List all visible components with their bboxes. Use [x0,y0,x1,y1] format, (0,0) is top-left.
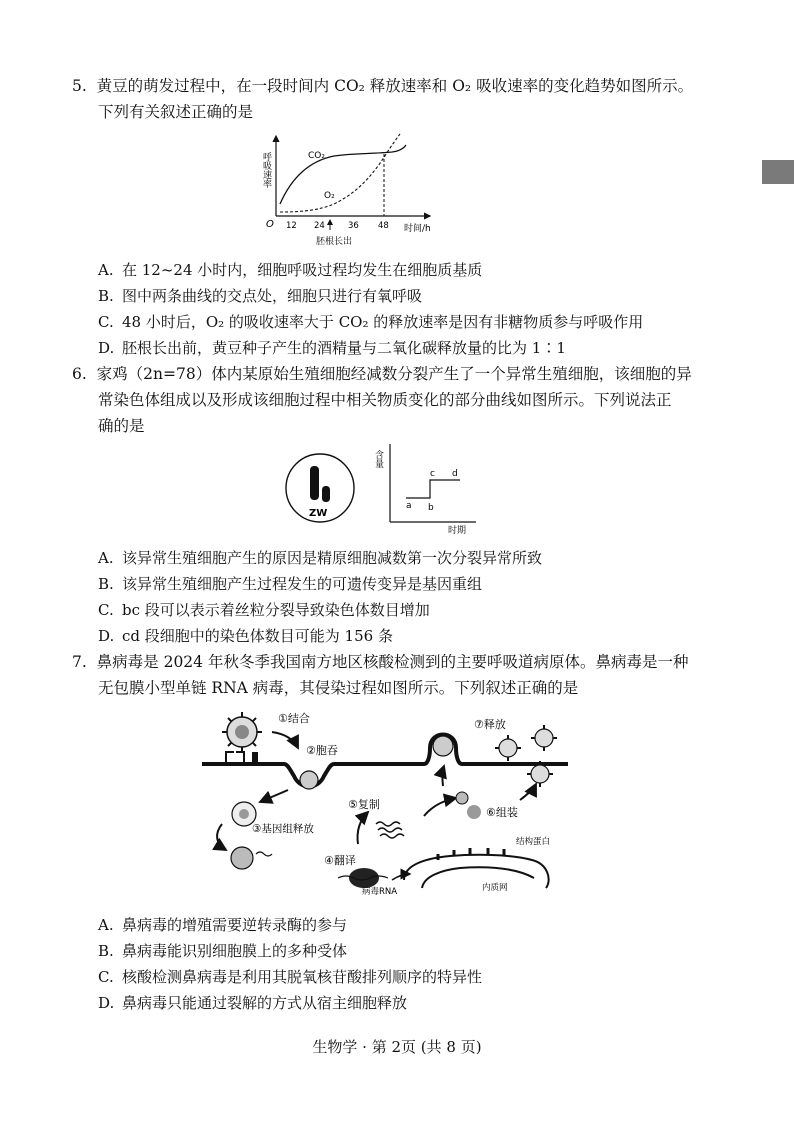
q7-arrow-release [217,824,226,850]
q6-cell-label: ZW [309,508,328,519]
q7-option-d[interactable]: D. 鼻病毒只能通过裂解的方式从宿主细胞释放 [98,994,408,1012]
q6-point-d: d [452,469,458,479]
q5-option-a[interactable]: A. 在 12~24 小时内，细胞呼吸过程均发生在细胞质基质 [98,261,483,279]
q5-number: 5. [72,77,87,95]
q7-endoplasmic-reticulum [404,855,549,888]
q6-option-a[interactable]: A. 该异常生殖细胞产生的原因是精原细胞减数第一次分裂异常所致 [98,549,543,567]
q5-stem-1: 黄豆的萌发过程中，在一段时间内 CO₂ 释放速率和 O₂ 吸收速率的变化趋势如图所示。 [96,77,694,95]
q7-replicated-rna [376,822,404,838]
q5-co2-label: CO₂ [308,151,325,161]
q7-released-virus-2 [535,729,553,747]
q7-infection-diagram [198,704,572,896]
q7-arrow-vesicle [260,790,288,802]
q6-number: 6. [72,365,87,383]
q7-label-protein: 结构蛋白 [516,837,551,847]
q7-arrow-budding [442,766,444,786]
q7-released-virus-3 [531,765,549,783]
q7-step7: ⑦释放 [474,718,506,731]
q6-option-d[interactable]: D. cd 段细胞中的染色体数目可能为 156 条 [98,627,393,645]
q7-arrow-to-er [392,874,410,880]
q7-released-virus-1 [499,739,517,757]
q5-co2-curve [280,145,406,204]
q5-origin: O [266,219,274,230]
q7-assembling-capsid [456,792,468,804]
q7-option-c[interactable]: C. 核酸检测鼻病毒是利用其脱氧核苷酸排列顺序的特异性 [98,968,483,986]
q5-o2-curve [280,134,400,212]
q7-arrow-endocytosis [272,732,298,748]
q5-respiration-chart [254,132,434,250]
question-7 [72,649,712,701]
q7-step4: ④翻译 [324,854,356,867]
q6-point-b: b [428,503,434,513]
q6-step-curve [406,480,460,498]
q5-o2-label: O₂ [324,191,335,201]
q5-tick-36: 36 [348,221,359,231]
q5-annotation: 胚根长出 [316,237,353,247]
q5-stem-line-1 [72,73,712,99]
q7-arrow-replication [357,812,368,844]
q7-stem-1: 鼻病毒是 2024 年秋冬季我国南方地区核酸检测到的主要呼吸道病原体。鼻病毒是一种 [96,653,689,671]
q6-option-c[interactable]: C. bc 段可以表示着丝粒分裂导致染色体数目增加 [98,601,430,619]
q7-number: 7. [72,653,87,671]
q6-stem-line-1 [72,361,712,387]
q7-label-rna: 病毒RNA [362,887,398,896]
q7-step3: ③基因组释放 [252,823,314,835]
q6-ylabel: 含量 [373,450,383,468]
q6-point-c: c [430,469,435,479]
q7-arrow-assembly [424,798,456,816]
q7-option-b[interactable]: B. 鼻病毒能识别细胞膜上的多种受体 [98,942,348,960]
q6-stem-3: 确的是 [98,417,145,435]
q7-step1: ①结合 [278,712,310,725]
q7-receptor-2 [252,752,258,764]
q7-option-a[interactable]: A. 鼻病毒的增殖需要逆转录酶的参与 [98,916,348,934]
q6-w-chromosome [322,486,330,502]
q5-option-b[interactable]: B. 图中两条曲线的交点处，细胞只进行有氧呼吸 [98,287,423,305]
q7-uncoated-virus [231,847,253,869]
q7-released-rna [256,852,272,856]
q6-option-b[interactable]: B. 该异常生殖细胞产生过程发生的可遗传变异是基因重组 [98,575,483,593]
q6-z-chromosome [310,466,319,500]
page-footer: 生物学 · 第 2页 (共 8 页) [312,1038,482,1056]
q7-virus-core [235,725,249,739]
q5-tick-12: 12 [286,221,297,231]
question-6 [72,361,712,439]
q5-option-c[interactable]: C. 48 小时后，O₂ 的吸收速率大于 CO₂ 的释放速率是因有非糖物质参与呼吸作用 [98,313,644,331]
q7-step6: ⑥组装 [486,806,518,819]
q7-budding-virus [433,736,453,756]
q5-tick-48: 48 [378,221,389,231]
q7-step5: ⑤复制 [348,798,380,811]
q7-vesicle-core [239,809,249,819]
q7-stem-2: 无包膜小型单链 RNA 病毒，其侵染过程如图所示。下列叙述正确的是 [98,679,579,697]
q7-assembled-particle [467,805,481,819]
q7-label-er: 内质网 [482,883,508,893]
q7-stem-line-1 [72,649,712,675]
q6-xlabel: 时期 [448,526,467,534]
q7-step2: ②胞吞 [306,744,338,757]
q7-arrow-release-lysis [520,784,536,800]
question-5 [72,73,712,125]
q5-xlabel: 时间/h [404,224,431,234]
q6-stem-1: 家鸡（2n=78）体内某原始生殖细胞经减数分裂产生了一个异常生殖细胞，该细胞的异 [96,365,692,383]
q6-cell-figure [280,438,480,534]
q5-tick-24: 24 [314,221,325,231]
q6-point-a: a [406,501,412,511]
q5-option-d[interactable]: D. 胚根长出前，黄豆种子产生的酒精量与二氧化碳释放量的比为 1∶1 [98,339,566,357]
q5-ylabel: 呼吸速率 [261,152,271,188]
page-edge-tab [762,160,794,184]
q7-endocytosed-virus [300,771,318,789]
q5-stem-2: 下列有关叙述正确的是 [98,103,254,121]
q6-stem-2: 常染色体组成以及形成该细胞过程中相关物质变化的部分曲线如图所示。下列说法正 [98,391,672,409]
q7-structural-proteins [438,848,504,860]
